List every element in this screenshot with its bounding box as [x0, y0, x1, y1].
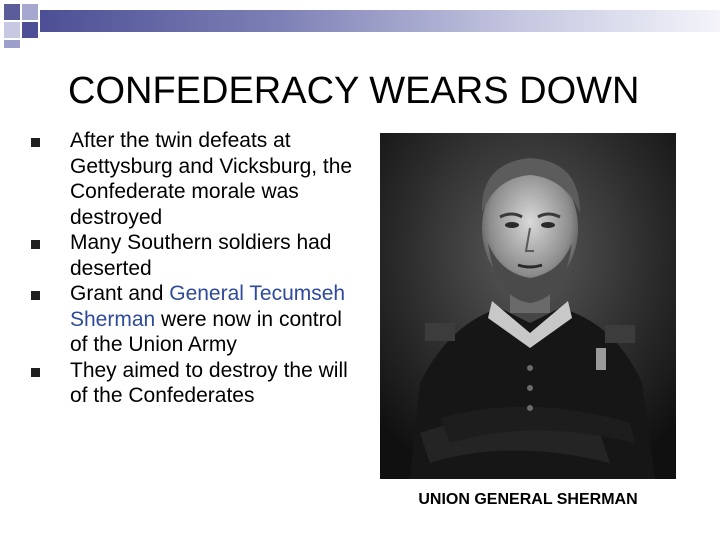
decor-square	[4, 40, 20, 48]
square-bullet-icon	[31, 368, 40, 377]
portrait-photo	[380, 133, 676, 479]
bullet-list	[26, 128, 356, 409]
bullet-item	[26, 230, 356, 281]
photo-caption: UNION GENERAL SHERMAN	[418, 491, 638, 508]
bullet-text-post: were now in control of the Union Army	[70, 307, 342, 356]
gradient-bar	[40, 10, 720, 32]
decor-square	[4, 22, 20, 38]
bullet-text: Many Southern soldiers had deserted	[70, 231, 332, 280]
square-bullet-icon	[31, 240, 40, 249]
square-bullet-icon	[31, 291, 40, 300]
bullet-text-pre: Grant and	[70, 282, 170, 305]
bullet-text: They aimed to destroy the will of the Confederates	[70, 358, 348, 407]
header-decoration	[0, 0, 720, 50]
bullet-item	[26, 128, 356, 230]
bullet-item	[26, 281, 356, 358]
highlighted-name: General Tecumseh Sherman	[70, 282, 346, 331]
decor-square	[22, 22, 38, 38]
slide-title: CONFEDERACY WEARS DOWN	[68, 70, 640, 112]
bullet-text: After the twin defeats at Gettysburg and Vicksburg, the Confederate morale was destroyed	[70, 129, 353, 229]
decor-square	[22, 4, 38, 20]
square-bullet-icon	[31, 138, 40, 147]
portrait-image	[380, 133, 676, 479]
decor-square	[4, 4, 20, 20]
bullet-item	[26, 358, 356, 409]
